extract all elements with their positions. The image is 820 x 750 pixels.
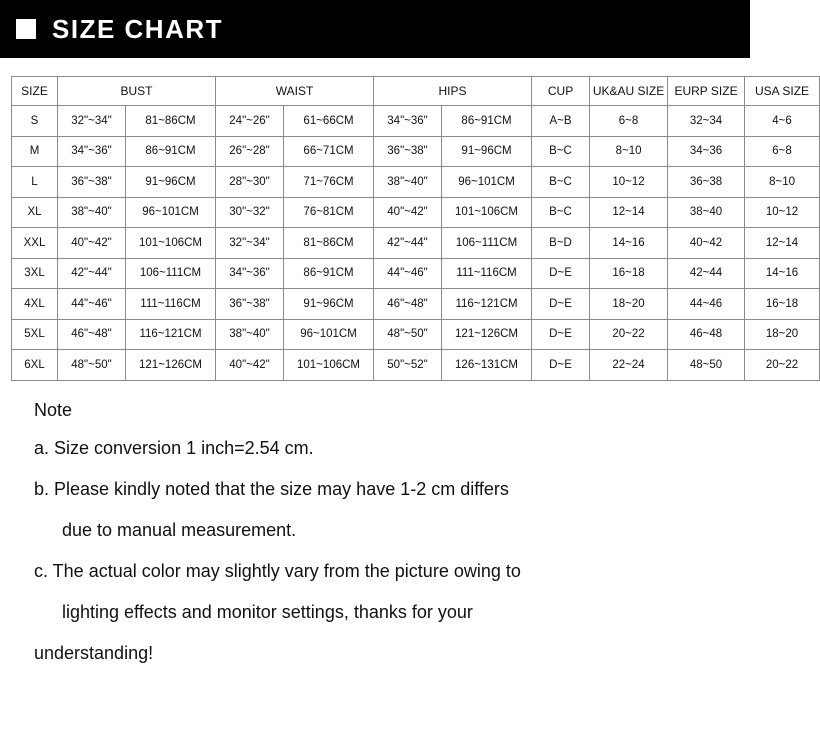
cell-ukau: 6~8	[590, 106, 668, 137]
cell-bust-cm: 96~101CM	[126, 197, 216, 228]
cell-cup: B~C	[532, 167, 590, 198]
cell-usa: 8~10	[745, 167, 820, 198]
cell-bust-cm: 106~111CM	[126, 258, 216, 289]
cell-hips-in: 42"~44"	[374, 228, 442, 259]
column-header-usa-size: USA SIZE	[745, 77, 820, 106]
size-table-container	[11, 76, 810, 381]
cell-hips-in: 46"~48"	[374, 289, 442, 320]
note-line-c-end: understanding!	[34, 643, 154, 663]
table-header-row	[12, 77, 820, 106]
cell-eurp: 38~40	[668, 197, 745, 228]
table-row	[12, 289, 820, 320]
cell-cup: D~E	[532, 319, 590, 350]
table-row	[12, 136, 820, 167]
cell-bust-in: 42"~44"	[58, 258, 126, 289]
cell-hips-cm: 96~101CM	[442, 167, 532, 198]
cell-hips-cm: 91~96CM	[442, 136, 532, 167]
cell-bust-in: 46"~48"	[58, 319, 126, 350]
column-header-ukau-size: UK&AU SIZE	[590, 77, 668, 106]
cell-ukau: 18~20	[590, 289, 668, 320]
cell-size: L	[12, 167, 58, 198]
cell-hips-cm: 126~131CM	[442, 350, 532, 381]
cell-waist-in: 36"~38"	[216, 289, 284, 320]
cell-size: 3XL	[12, 258, 58, 289]
cell-cup: D~E	[532, 289, 590, 320]
table-row	[12, 106, 820, 137]
cell-waist-in: 32"~34"	[216, 228, 284, 259]
cell-size: XL	[12, 197, 58, 228]
cell-hips-cm: 106~111CM	[442, 228, 532, 259]
cell-waist-cm: 71~76CM	[284, 167, 374, 198]
cell-bust-in: 38"~40"	[58, 197, 126, 228]
cell-hips-in: 44"~46"	[374, 258, 442, 289]
cell-bust-cm: 101~106CM	[126, 228, 216, 259]
cell-bust-cm: 91~96CM	[126, 167, 216, 198]
table-row	[12, 258, 820, 289]
cell-usa: 4~6	[745, 106, 820, 137]
cell-cup: D~E	[532, 350, 590, 381]
note-line-c: c. The actual color may slightly vary from the picture owing to	[34, 561, 521, 581]
cell-waist-in: 38"~40"	[216, 319, 284, 350]
cell-waist-in: 40"~42"	[216, 350, 284, 381]
cell-hips-cm: 116~121CM	[442, 289, 532, 320]
cell-waist-cm: 66~71CM	[284, 136, 374, 167]
cell-hips-in: 38"~40"	[374, 167, 442, 198]
table-row	[12, 228, 820, 259]
cell-bust-in: 36"~38"	[58, 167, 126, 198]
cell-waist-cm: 96~101CM	[284, 319, 374, 350]
cell-hips-in: 50"~52"	[374, 350, 442, 381]
table-row	[12, 167, 820, 198]
cell-hips-in: 40"~42"	[374, 197, 442, 228]
cell-size: 6XL	[12, 350, 58, 381]
table-row	[12, 197, 820, 228]
cell-ukau: 16~18	[590, 258, 668, 289]
square-icon	[16, 19, 36, 39]
cell-waist-in: 26"~28"	[216, 136, 284, 167]
cell-eurp: 36~38	[668, 167, 745, 198]
header-bar	[0, 0, 750, 58]
cell-cup: B~D	[532, 228, 590, 259]
cell-waist-cm: 76~81CM	[284, 197, 374, 228]
cell-eurp: 40~42	[668, 228, 745, 259]
cell-waist-in: 28"~30"	[216, 167, 284, 198]
cell-ukau: 14~16	[590, 228, 668, 259]
cell-size: M	[12, 136, 58, 167]
cell-eurp: 34~36	[668, 136, 745, 167]
column-header-cup: CUP	[532, 77, 590, 106]
cell-waist-cm: 101~106CM	[284, 350, 374, 381]
cell-bust-in: 34"~36"	[58, 136, 126, 167]
cell-bust-in: 40"~42"	[58, 228, 126, 259]
cell-usa: 14~16	[745, 258, 820, 289]
note-line-c-cont: lighting effects and monitor settings, thanks for your	[62, 602, 473, 622]
cell-bust-in: 48"~50"	[58, 350, 126, 381]
cell-waist-in: 24"~26"	[216, 106, 284, 137]
cell-bust-cm: 86~91CM	[126, 136, 216, 167]
note-line-a: a. Size conversion 1 inch=2.54 cm.	[34, 438, 314, 458]
note-line-b: b. Please kindly noted that the size may have 1-2 cm differs	[34, 479, 509, 499]
cell-hips-in: 36"~38"	[374, 136, 442, 167]
cell-hips-in: 48"~50"	[374, 319, 442, 350]
cell-hips-cm: 86~91CM	[442, 106, 532, 137]
cell-usa: 10~12	[745, 197, 820, 228]
cell-cup: B~C	[532, 197, 590, 228]
cell-bust-cm: 81~86CM	[126, 106, 216, 137]
table-row	[12, 350, 820, 381]
column-header-eurp-size: EURP SIZE	[668, 77, 745, 106]
cell-usa: 16~18	[745, 289, 820, 320]
cell-usa: 18~20	[745, 319, 820, 350]
cell-eurp: 32~34	[668, 106, 745, 137]
cell-usa: 6~8	[745, 136, 820, 167]
page-title: SIZE CHART	[52, 14, 223, 44]
size-table	[11, 76, 820, 381]
cell-ukau: 20~22	[590, 319, 668, 350]
column-header-waist: WAIST	[216, 77, 374, 106]
cell-cup: D~E	[532, 258, 590, 289]
cell-waist-cm: 86~91CM	[284, 258, 374, 289]
cell-waist-cm: 61~66CM	[284, 106, 374, 137]
cell-cup: A~B	[532, 106, 590, 137]
cell-bust-in: 44"~46"	[58, 289, 126, 320]
table-row	[12, 319, 820, 350]
cell-waist-in: 34"~36"	[216, 258, 284, 289]
column-header-size: SIZE	[12, 77, 58, 106]
cell-hips-cm: 111~116CM	[442, 258, 532, 289]
cell-usa: 12~14	[745, 228, 820, 259]
cell-ukau: 22~24	[590, 350, 668, 381]
cell-size: 4XL	[12, 289, 58, 320]
cell-hips-cm: 121~126CM	[442, 319, 532, 350]
cell-eurp: 48~50	[668, 350, 745, 381]
cell-usa: 20~22	[745, 350, 820, 381]
cell-cup: B~C	[532, 136, 590, 167]
cell-eurp: 44~46	[668, 289, 745, 320]
cell-hips-in: 34"~36"	[374, 106, 442, 137]
cell-ukau: 12~14	[590, 197, 668, 228]
cell-bust-in: 32"~34"	[58, 106, 126, 137]
column-header-hips: HIPS	[374, 77, 532, 106]
cell-size: XXL	[12, 228, 58, 259]
note-line-b-cont: due to manual measurement.	[62, 520, 297, 540]
cell-ukau: 10~12	[590, 167, 668, 198]
cell-size: 5XL	[12, 319, 58, 350]
cell-ukau: 8~10	[590, 136, 668, 167]
cell-waist-cm: 91~96CM	[284, 289, 374, 320]
cell-bust-cm: 121~126CM	[126, 350, 216, 381]
note-section	[34, 400, 724, 685]
column-header-bust: BUST	[58, 77, 216, 106]
cell-hips-cm: 101~106CM	[442, 197, 532, 228]
note-title: Note	[34, 400, 73, 420]
cell-bust-cm: 111~116CM	[126, 289, 216, 320]
cell-size: S	[12, 106, 58, 137]
cell-waist-cm: 81~86CM	[284, 228, 374, 259]
cell-bust-cm: 116~121CM	[126, 319, 216, 350]
cell-eurp: 46~48	[668, 319, 745, 350]
cell-waist-in: 30"~32"	[216, 197, 284, 228]
cell-eurp: 42~44	[668, 258, 745, 289]
